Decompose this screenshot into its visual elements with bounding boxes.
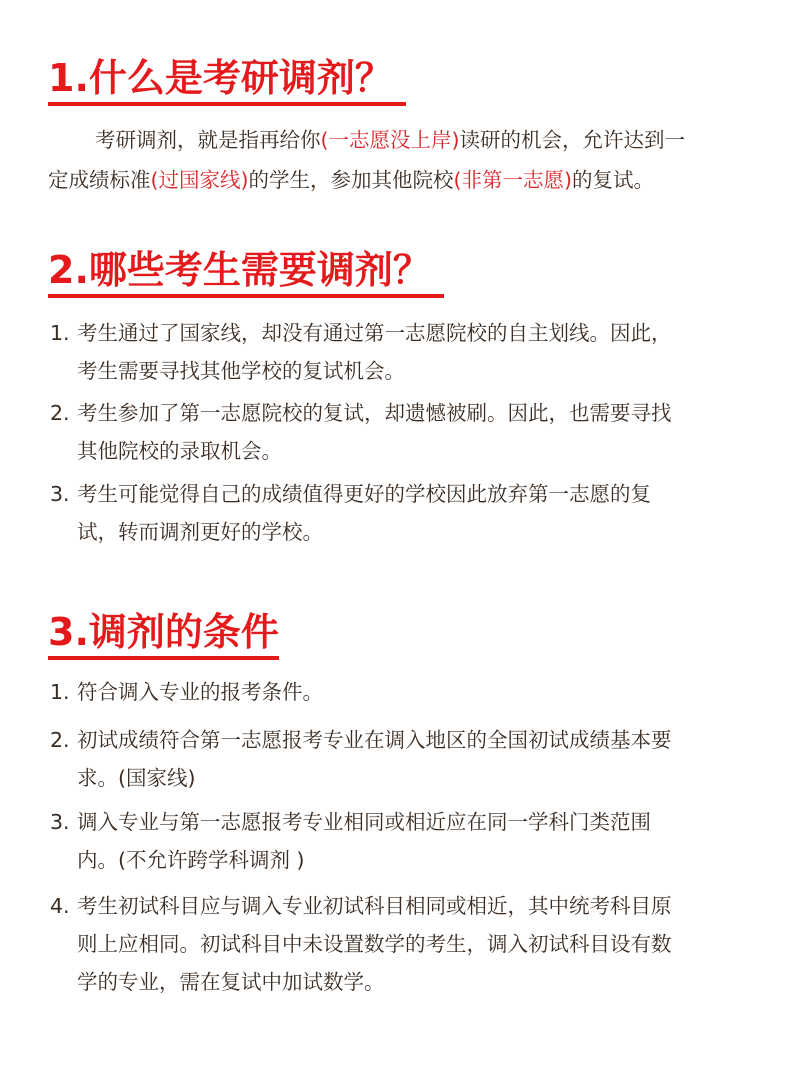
section-1-para-line-1: [95, 127, 685, 153]
list-item-line: 内。(不允许跨学科调剂 ): [77, 848, 305, 872]
section-1-para-line-2: [48, 167, 654, 193]
list-item-line: 其他院校的录取机会。: [77, 439, 282, 463]
list-number: 1.: [50, 680, 70, 704]
section-1-heading: 1.什么是考研调剂？: [48, 56, 406, 106]
list-item-line: 考生需要寻找其他学校的复试机会。: [77, 359, 405, 383]
list-item-line: 调入专业与第一志愿报考专业相同或相近应在同一学科门类范围: [77, 810, 651, 834]
list-number: 3.: [50, 810, 70, 834]
text: 的学生，参加其他院校: [248, 168, 454, 192]
list-item-line: 学的专业，需在复试中加试数学。: [77, 970, 385, 994]
list-number: 2.: [50, 728, 70, 752]
text: 定成绩标准: [48, 168, 151, 192]
highlight-text: (非第一志愿): [453, 168, 572, 192]
list-number: 3.: [50, 482, 70, 506]
list-number: 2.: [50, 401, 70, 425]
list-number: 1.: [50, 321, 70, 345]
list-item-line: 考生初试科目应与调入专业初试科目相同或相近，其中统考科目原: [77, 894, 672, 918]
text: 读研的机会，允许达到一: [459, 128, 685, 152]
text: 的复试。: [572, 168, 654, 192]
list-number: 4.: [50, 894, 70, 918]
list-item-line: 初试成绩符合第一志愿报考专业在调入地区的全国初试成绩基本要: [77, 728, 672, 752]
text: 考研调剂，就是指再给你: [95, 128, 321, 152]
list-item-line: 试，转而调剂更好的学校。: [77, 520, 323, 544]
highlight-text: (过国家线): [150, 168, 249, 192]
list-item-line: 符合调入专业的报考条件。: [77, 680, 323, 704]
list-item-line: 考生可能觉得自己的成绩值得更好的学校因此放弃第一志愿的复: [77, 482, 651, 506]
list-item-line: 考生通过了国家线，却没有通过第一志愿院校的自主划线。因此，: [77, 321, 672, 345]
list-item-line: 求。(国家线): [77, 766, 196, 790]
section-3-heading: 3.调剂的条件: [48, 610, 279, 660]
section-2-heading: 2.哪些考生需要调剂？: [48, 248, 444, 298]
list-item-line: 则上应相同。初试科目中未设置数学的考生，调入初试科目设有数: [77, 932, 672, 956]
list-item-line: 考生参加了第一志愿院校的复试，却遗憾被刷。因此，也需要寻找: [77, 401, 672, 425]
highlight-text: (一志愿没上岸): [320, 128, 460, 152]
